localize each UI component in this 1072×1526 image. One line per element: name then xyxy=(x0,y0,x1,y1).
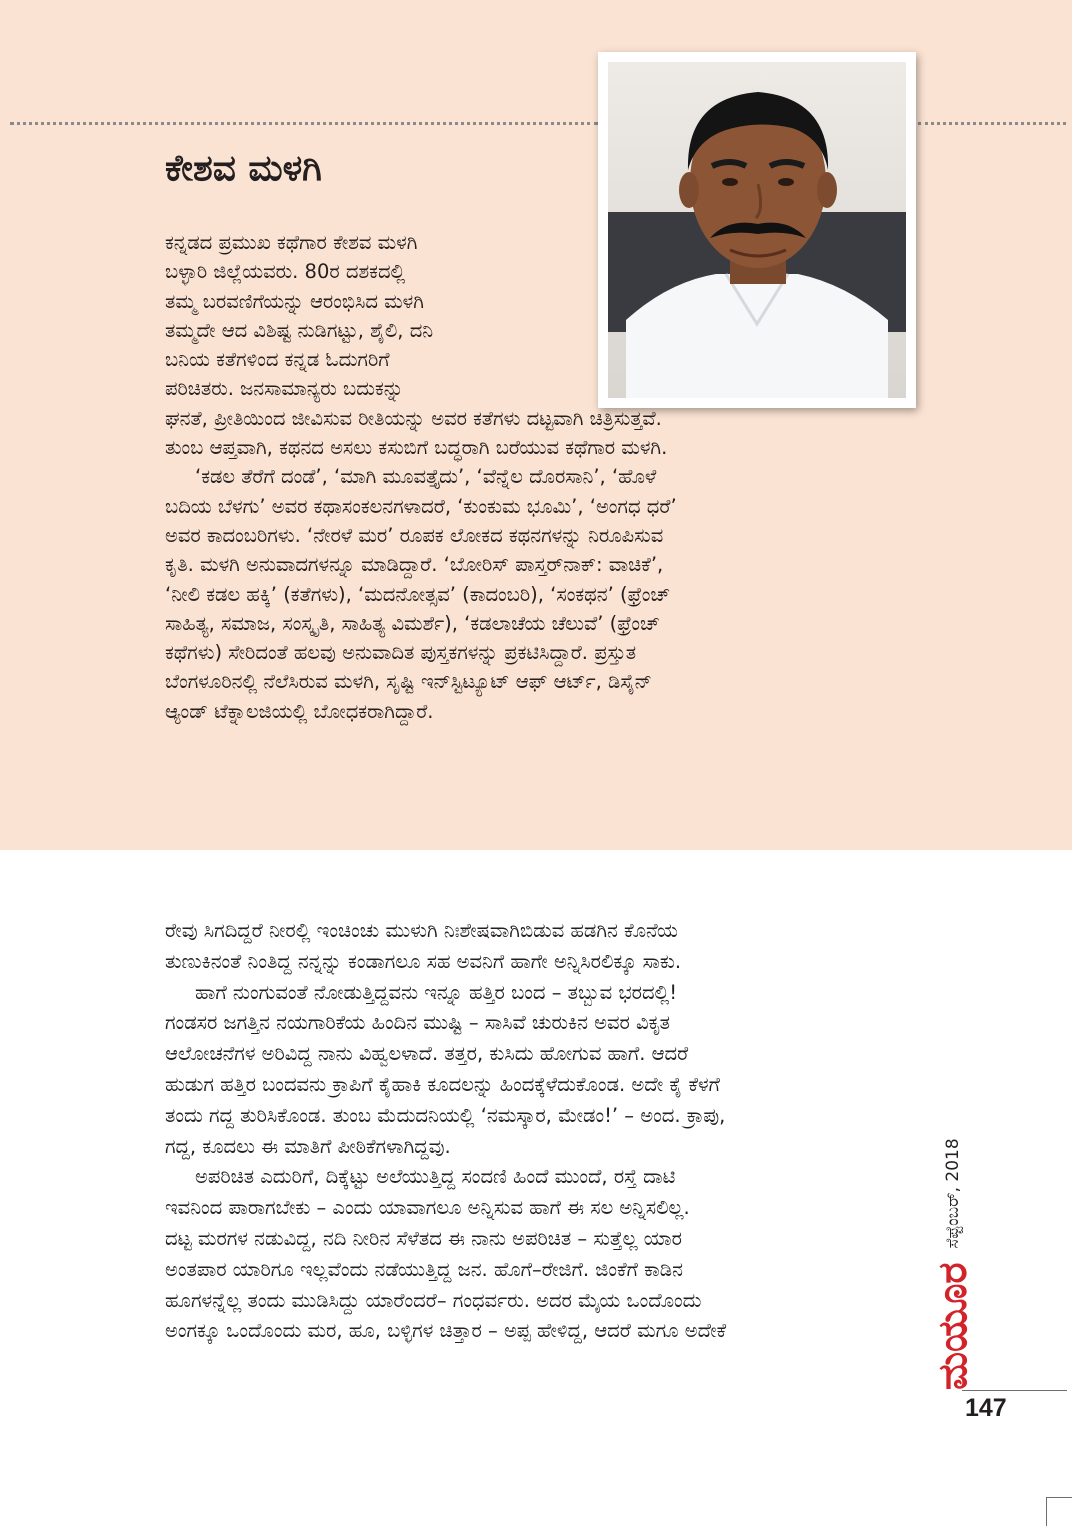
crop-mark xyxy=(1046,1497,1072,1526)
page-number: 147 xyxy=(965,1394,1007,1422)
text-line: ತಮ್ಮದೇ ಆದ ವಿಶಿಷ್ಟ ನುಡಿಗಟ್ಟು, ಶೈಲಿ, ದನಿ xyxy=(165,318,434,342)
text-line: ಕನ್ನಡದ ಪ್ರಮುಖ ಕಥೆಗಾರ ಕೇಶವ ಮಳಗಿ xyxy=(165,231,418,254)
author-name-heading: ಕೇಶವ ಮಳಗಿ xyxy=(165,148,322,189)
text-line: ಪರಿಚಿತರು. ಜನಸಾಮಾನ್ಯರು ಬದುಕನ್ನು xyxy=(165,377,404,401)
dotted-divider-left xyxy=(10,122,598,125)
issue-date: ಸೆಪ್ಟೆಂಬರ್, 2018 xyxy=(943,1138,963,1249)
magazine-logo: ಮಯೂರ xyxy=(930,1262,976,1390)
text-line: ಬದಿಯ ಬೆಳಗು’ ಅವರ ಕಥಾಸಂಕಲನಗಳಾದರೆ, ‘ಕುಂಕುಮ ಭೂಮಿ’, ‘ಅಂಗಧ ಧರೆ’ xyxy=(165,494,677,518)
text-line: ಬಳ್ಳಾರಿ ಜಿಲ್ಲೆಯವರು. 80ರ ದಶಕದಲ್ಲಿ xyxy=(165,260,406,284)
text-line: ಆಲೋಚನೆಗಳ ಅರಿವಿದ್ದ ನಾನು ವಿಹ್ವಲಳಾದೆ. ತತ್ತರ, ಕುಸಿದು ಹೋಗುವ ಹಾಗೆ. ಆದರೆ xyxy=(165,1042,689,1066)
text-line: ‘ನೀಲಿ ಕಡಲ ಹಕ್ಕಿ’ (ಕತೆಗಳು), ‘ಮದನೋತ್ಸವ’ (ಕಾದಂಬರಿ), ‘ಸಂಕಥನ’ (ಫ್ರೆಂಚ್ xyxy=(165,582,671,606)
text-line: ತಮ್ಮ ಬರವಣಿಗೆಯನ್ನು ಆರಂಭಿಸಿದ ಮಳಗಿ xyxy=(165,289,424,313)
text-line: ದಟ್ಟ ಮರಗಳ ನಡುವಿದ್ದ, ನದಿ ನೀರಿನ ಸೆಳೆತದ ಈ ನಾನು ಅಪರಿಚಿತ – ಸುತ್ತೆಲ್ಲ ಯಾರ xyxy=(165,1226,682,1250)
text-line: ಸಾಹಿತ್ಯ, ಸಮಾಜ, ಸಂಸ್ಕೃತಿ, ಸಾಹಿತ್ಯ ವಿಮರ್ಶೆ), ‘ಕಡಲಾಚೆಯ ಚೆಲುವೆ’ (ಫ್ರೆಂಚ್ xyxy=(165,611,660,635)
text-line: ಕಥೆಗಳು) ಸೇರಿದಂತೆ ಹಲವು ಅನುವಾದಿತ ಪುಸ್ತಕಗಳನ್ನು ಪ್ರಕಟಿಸಿದ್ದಾರೆ. ಪ್ರಸ್ತುತ xyxy=(165,641,637,665)
text-line: ಹುಡುಗ ಹತ್ತಿರ ಬಂದವನು ಕ್ರಾಪಿಗೆ ಕೈಹಾಕಿ ಕೂದಲನ್ನು ಹಿಂದಕ್ಕೆಳೆದುಕೊಂಡ. ಅದೇ ಕೈ ಕೆಳಗೆ xyxy=(165,1072,720,1096)
text-line: ಕೃತಿ. ಮಳಗಿ ಅನುವಾದಗಳನ್ನೂ ಮಾಡಿದ್ದಾರೆ. ‘ಬೋರಿಸ್ ಪಾಸ್ತರ್‌ನಾಕ್: ವಾಚಿಕೆ’, xyxy=(165,553,664,577)
text-line: ಹಾಗೆ ನುಂಗುವಂತೆ ನೋಡುತ್ತಿದ್ದವನು ಇನ್ನೂ ಹತ್ತಿರ ಬಂದ – ತಬ್ಬುವ ಭರದಲ್ಲಿ! xyxy=(195,980,678,1004)
text-line: ‘ಕಡಲ ತೆರೆಗೆ ದಂಡೆ’, ‘ಮಾಗಿ ಮೂವತ್ತೈದು’, ‘ವೆನ್ನೆಲ ದೊರಸಾನಿ’, ‘ಹೊಳೆ xyxy=(195,465,657,489)
text-line: ಇವನಿಂದ ಪಾರಾಗಬೇಕು – ಎಂದು ಯಾವಾಗಲೂ ಅನ್ನಿಸುವ ಹಾಗೆ ಈ ಸಲ ಅನ್ನಿಸಲಿಲ್ಲ. xyxy=(165,1196,690,1220)
text-line: ಅವರ ಕಾದಂಬರಿಗಳು. ‘ನೇರಳೆ ಮರ’ ರೂಪಕ ಲೋಕದ ಕಥನಗಳನ್ನು ನಿರೂಪಿಸುವ xyxy=(165,523,664,547)
text-line: ಅಂತಪಾರ ಯಾರಿಗೂ ಇಲ್ಲವೆಂದು ನಡೆಯುತ್ತಿದ್ದ ಜನ. ಹೊಗೆ–ರೇಜಿಗೆ. ಜಿಂಕೆಗೆ ಕಾಡಿನ xyxy=(165,1257,683,1281)
text-line: ಗದ್ದ, ಕೂದಲು ಈ ಮಾತಿಗೆ ಪೀಠಿಕೆಗಳಾಗಿದ್ದವು. xyxy=(165,1134,451,1158)
text-line: ತುಂಬ ಆಪ್ತವಾಗಿ, ಕಥನದ ಅಸಲು ಕಸುಬಿಗೆ ಬದ್ಧರಾಗಿ ಬರೆಯುವ ಕಥೆಗಾರ ಮಳಗಿ. xyxy=(165,436,668,460)
text-line: ಬನಿಯ ಕತೆಗಳಿಂದ ಕನ್ನಡ ಓದುಗರಿಗೆ xyxy=(165,348,390,372)
text-line: ಬೆಂಗಳೂರಿನಲ್ಲಿ ನೆಲೆಸಿರುವ ಮಳಗಿ, ಸೃಷ್ಟಿ ಇನ್‌ಸ್ಟಿಟ್ಯೂಟ್ ಆಫ್ ಆರ್ಟ್, ಡಿಸೈನ್ xyxy=(165,670,652,694)
text-line: ಆ್ಯಂಡ್ ಟೆಕ್ನಾಲಜಿಯಲ್ಲಿ ಬೋಧಕರಾಗಿದ್ದಾರೆ. xyxy=(165,699,434,723)
page-number-rule xyxy=(962,1390,1067,1391)
magazine-side-label xyxy=(930,1138,976,1390)
text-line: ಅಪರಿಚಿತ ಎದುರಿಗೆ, ದಿಕ್ಕೆಟ್ಟು ಅಲೆಯುತ್ತಿದ್ದ ಸಂದಣಿ ಹಿಂದೆ ಮುಂದೆ, ರಸ್ತೆ ದಾಟಿ xyxy=(195,1165,676,1189)
text-line: ಹೂಗಳನ್ನೆಲ್ಲ ತಂದು ಮುಡಿಸಿದ್ದು ಯಾರೆಂದರೆ– ಗಂಧರ್ವರು. ಅದರ ಮೈಯ ಒಂದೊಂದು xyxy=(165,1288,702,1312)
text-line: ತುಣುಕಿನಂತೆ ನಿಂತಿದ್ದ ನನ್ನನ್ನು ಕಂಡಾಗಲೂ ಸಹ ಅವನಿಗೆ ಹಾಗೇ ಅನ್ನಿಸಿರಲಿಕ್ಕೂ ಸಾಕು. xyxy=(165,949,682,973)
text-line: ರೇವು ಸಿಗದಿದ್ದರೆ ನೀರಲ್ಲಿ ಇಂಚಿಂಚು ಮುಳುಗಿ ನಿಃಶೇಷವಾಗಿಬಿಡುವ ಹಡಗಿನ ಕೊನೆಯ xyxy=(165,919,678,942)
text-line: ಘನತೆ, ಪ್ರೀತಿಯಿಂದ ಜೀವಿಸುವ ರೀತಿಯನ್ನು ಅವರ ಕತೆಗಳು ದಟ್ಟವಾಗಿ ಚಿತ್ರಿಸುತ್ತವೆ. xyxy=(165,406,662,430)
dotted-divider-right xyxy=(918,122,1066,125)
text-line: ಗಂಡಸರ ಜಗತ್ತಿನ ನಯಗಾರಿಕೆಯ ಹಿಂದಿನ ಮುಷ್ಟಿ – ಸಾಸಿವೆ ಚುರುಕಿನ ಅವರ ವಿಕೃತ xyxy=(165,1011,671,1035)
story-body-text xyxy=(165,916,925,1347)
text-line: ತಂದು ಗದ್ದ ತುರಿಸಿಕೊಂಡ. ತುಂಬ ಮೆದುದನಿಯಲ್ಲಿ ‘ನಮಸ್ಕಾರ, ಮೇಡಂ!’ – ಅಂದ. ಕ್ರಾಪು, xyxy=(165,1103,726,1127)
author-bio-text xyxy=(165,228,905,726)
text-line: ಅಂಗಕ್ಕೂ ಒಂದೊಂದು ಮರ, ಹೂ, ಬಳ್ಳಿಗಳ ಚಿತ್ತಾರ – ಅಪ್ಪ ಹೇಳಿದ್ದ, ಆದರೆ ಮಗೂ ಅದೇಕೆ xyxy=(165,1319,727,1343)
